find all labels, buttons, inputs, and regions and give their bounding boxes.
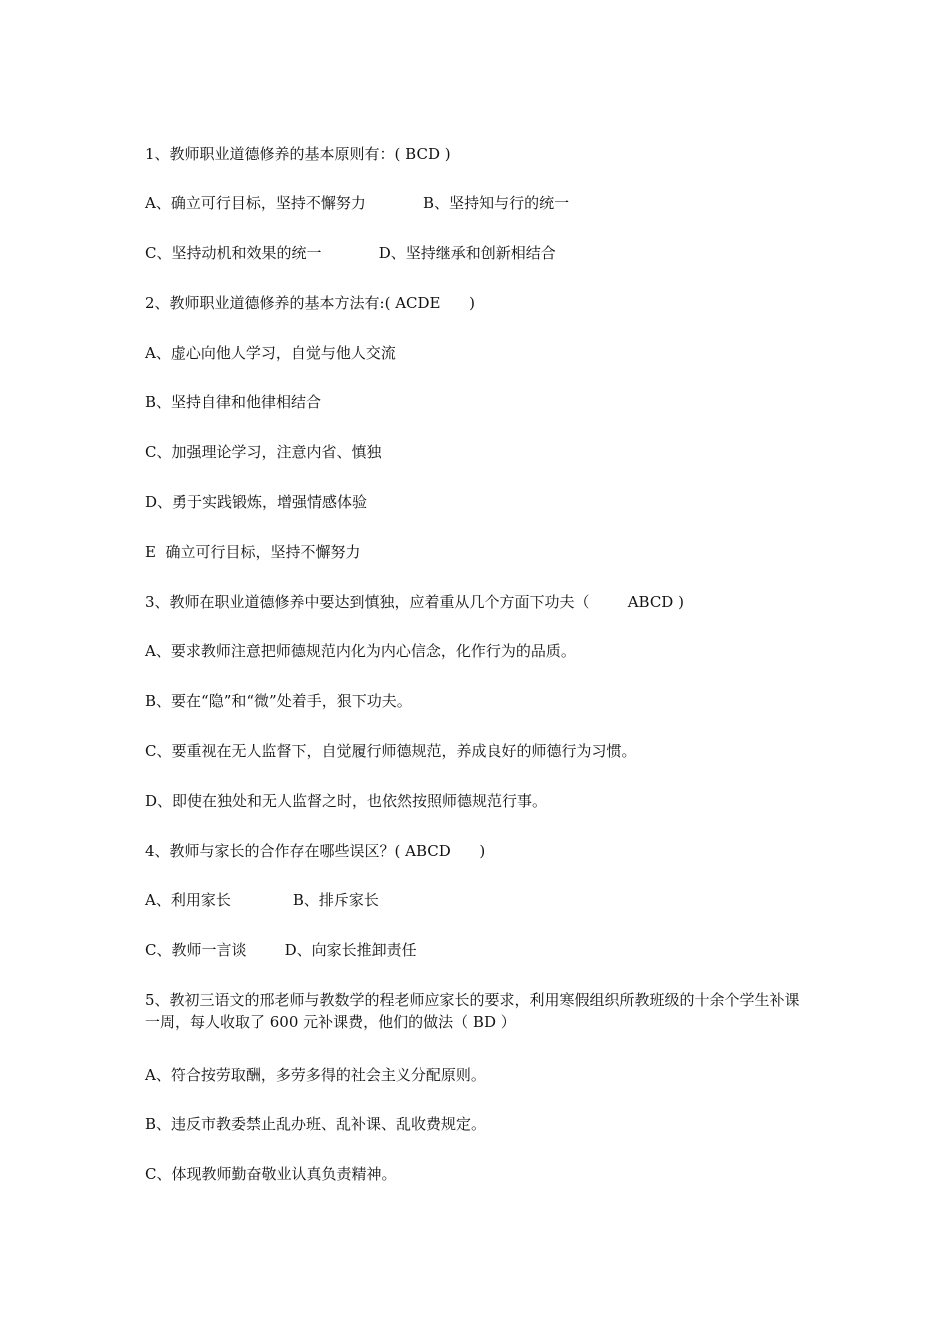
question-3-stem: 3、教师在职业道德修养中要达到慎独，应着重从几个方面下功夫（ ABCD ) [145, 593, 684, 611]
question-1-option-row-2: C、坚持动机和效果的统一 D、坚持继承和创新相结合 [145, 244, 556, 262]
question-2-option-b: B、坚持自律和他律相结合 [145, 393, 322, 411]
question-2-option-c: C、加强理论学习，注意内省、慎独 [145, 443, 382, 461]
question-5-option-b: B、违反市教委禁止乱办班、乱补课、乱收费规定。 [145, 1115, 487, 1133]
question-1-option-row-1: A、确立可行目标，坚持不懈努力 B、坚持知与行的统一 [145, 194, 570, 212]
question-3-option-c: C、要重视在无人监督下，自觉履行师德规范，养成良好的师德行为习惯。 [145, 742, 637, 760]
question-4-option-row-1: A、利用家长 B、排斥家长 [145, 891, 379, 909]
question-2-option-a: A、虚心向他人学习，自觉与他人交流 [145, 344, 396, 362]
question-2-stem: 2、教师职业道德修养的基本方法有:( ACDE ) [145, 294, 475, 312]
question-2-option-e: E 确立可行目标，坚持不懈努力 [145, 543, 361, 561]
question-2-option-d: D、勇于实践锻炼，增强情感体验 [145, 493, 368, 511]
question-5-option-a: A、符合按劳取酬，多劳多得的社会主义分配原则。 [145, 1066, 486, 1084]
question-4-stem: 4、教师与家长的合作存在哪些误区？( ABCD ) [145, 842, 486, 860]
question-3-option-a: A、要求教师注意把师德规范内化为内心信念，化作行为的品质。 [145, 642, 576, 660]
question-4-option-row-2: C、教师一言谈 D、向家长推卸责任 [145, 941, 417, 959]
question-3-option-d: D、即使在独处和无人监督之时，也依然按照师德规范行事。 [145, 792, 548, 810]
question-1-stem: 1、教师职业道德修养的基本原则有：( BCD ) [145, 145, 451, 163]
question-5-stem: 5、教初三语文的邢老师与教数学的程老师应家长的要求，利用寒假组织所教班级的十余个学生补课一周，每人收取了 600 元补课费，他们的做法（ BD ） [145, 991, 800, 1031]
question-3-option-b: B、要在“隐”和“微”处着手，狠下功夫。 [145, 692, 412, 710]
question-5-option-c: C、体现教师勤奋敬业认真负责精神。 [145, 1165, 397, 1183]
